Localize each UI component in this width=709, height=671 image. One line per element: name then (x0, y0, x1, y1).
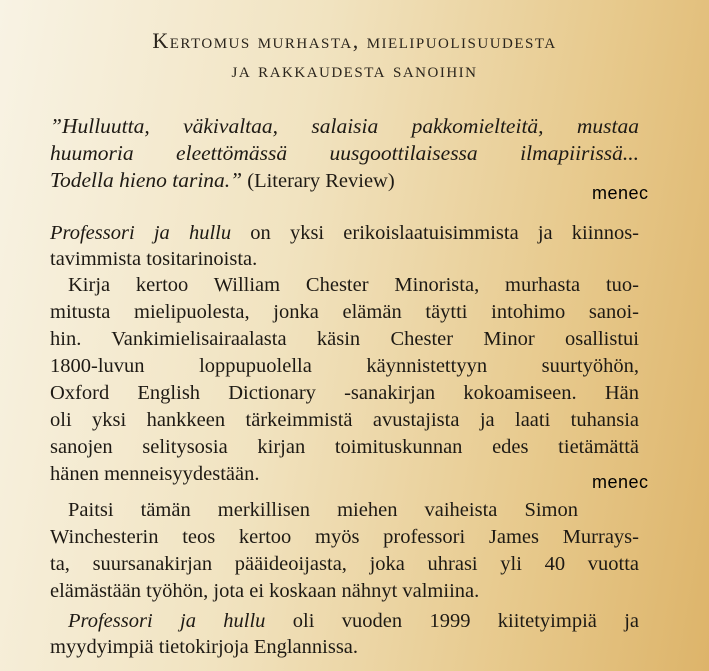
heading-line-1: Kertomus murhasta, mielipuolisuudesta (152, 28, 557, 53)
paragraph2-line-7: sanojen selitysosia kirjan toimituskunnan edes tietämättä (50, 436, 639, 458)
quote-line-1: ”Hulluutta, väkivaltaa, salaisia pakkomielteitä, mustaa (50, 114, 639, 138)
paragraph3-last-line: elämästään työhön, jota ei koskaan nähnyt valmiina. (50, 580, 480, 602)
quote-closing: Todella hieno tarina.” (50, 168, 243, 192)
heading-line-2: ja rakkaudesta sanoihin (231, 57, 478, 82)
book-title-italic-2: Professori ja hullu (68, 610, 266, 632)
paragraph2-line-4: 1800-luvun loppupuolella käynnistettyyn suurtyöhön, (50, 355, 639, 377)
paragraph4-line-1-rest: oli vuoden 1999 kiitetyimpiä ja (265, 610, 639, 632)
quote-line-2: huumoria eleettömässä uusgoottilaisessa ilmapiirissä... (50, 141, 639, 165)
paragraph2-line-5: Oxford English Dictionary -sanakirjan kokoamiseen. Hän (50, 382, 639, 404)
book-title-italic: Professori ja hullu (50, 222, 232, 244)
paragraph1-line-1 (50, 220, 639, 246)
paragraph3-line-2: Winchesterin teos kertoo myös professori James Murrays- (50, 526, 639, 548)
paragraph3-line-1: Paitsi tämän merkillisen miehen vaiheista Simon (68, 499, 578, 521)
paragraph3-line-3: ta, suursanakirjan pääideoijasta, joka uhrasi yli 40 vuotta (50, 553, 639, 575)
paragraph4-line-1 (68, 608, 639, 634)
menec-stamp-2: menec (592, 472, 649, 492)
paragraph2-line-6: oli yksi hankkeen tärkeimmistä avustajista ja laati tuhansia (50, 409, 639, 431)
quote-line-3 (50, 167, 395, 194)
paragraph1-line-2: tavimmista tositarinoista. (50, 248, 258, 270)
paragraph2-line-3: hin. Vankimielisairaalasta käsin Chester Minor osallistui (50, 328, 639, 350)
quote-source: (Literary Review) (242, 170, 395, 192)
menec-stamp-1: menec (592, 183, 649, 203)
paragraph2-line-1: Kirja kertoo William Chester Minorista, murhasta tuo- (68, 274, 639, 296)
paragraph2-line-2: mitusta mielipuolesta, jonka elämän täytti intohimo sanoi- (50, 301, 639, 323)
paragraph1-line-1-rest: on yksi erikoislaatuisimmista ja kiinnos- (231, 222, 640, 244)
paragraph4-last-line: myydyimpiä tietokirjoja Englannissa. (50, 636, 359, 658)
paragraph2-last-line: hänen menneisyydestään. (50, 463, 260, 485)
